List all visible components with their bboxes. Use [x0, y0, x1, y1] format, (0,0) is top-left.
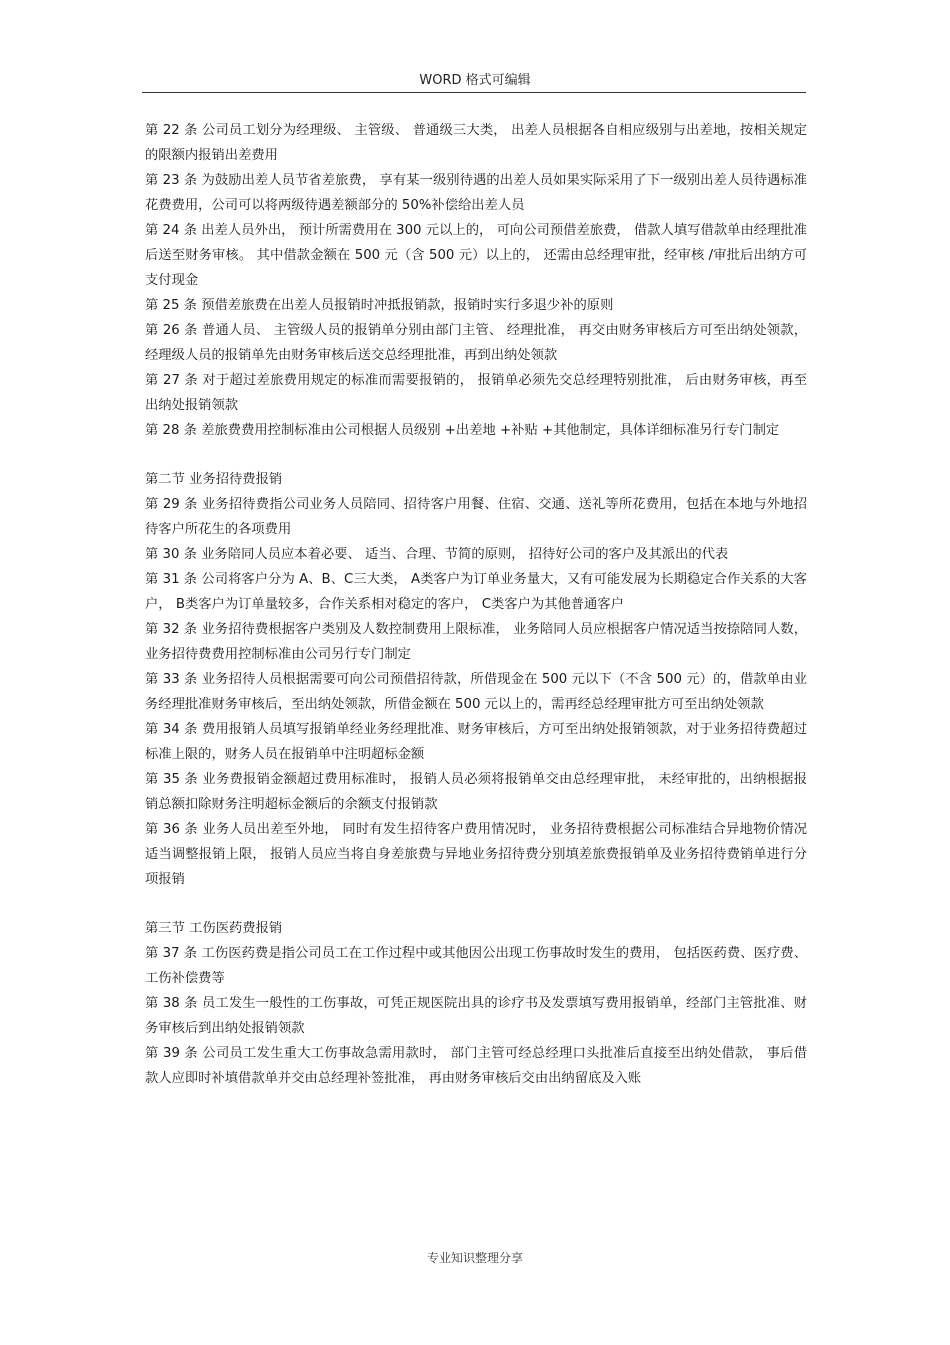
article-paragraph: 第 28 条 差旅费费用控制标准由公司根据人员级别 +出差地 +补贴 +其他制定，具体详细标准另行专门制定	[145, 423, 780, 438]
section-heading: 第三节 工伤医药费报销	[145, 921, 283, 936]
article-paragraph: 第 33 条 业务招待人员根据需要可向公司预借招待款，所借现金在 500 元以下（不含 500 元）的，借款单由业务经理批准财务审核后，至出纳处领款，所借金额在 500 元以上的，需再经总经理审批方可至出纳处领款	[145, 672, 807, 712]
article-paragraph: 第 23 条 为鼓励出差人员节省差旅费， 享有某一级别待遇的出差人员如果实际采用了下一级别出差人员待遇标准花费费用，公司可以将两级待遇差额部分的 50%补偿给出差人员	[145, 173, 807, 213]
article-paragraph: 第 31 条 公司将客户分为 A、B、C三大类， A类客户为订单业务量大，又有可能发展为长期稳定合作关系的大客户， B类客户为订单量较多，合作关系相对稳定的客户， C类客户为其他普通客户	[145, 572, 807, 612]
article-paragraph: 第 36 条 业务人员出差至外地， 同时有发生招待客户费用情况时， 业务招待费根据公司标准结合异地物价情况适当调整报销上限， 报销人员应当将自身差旅费与异地业务招待费分别填差旅费报销单及业务招待费销单进行分项报销	[145, 822, 807, 887]
article-paragraph: 第 27 条 对于超过差旅费用规定的标准而需要报销的， 报销单必须先交总经理特别批准， 后由财务审核，再至出纳处报销领款	[145, 373, 807, 413]
article-paragraph: 第 39 条 公司员工发生重大工伤事故急需用款时， 部门主管可经总经理口头批准后直接至出纳处借款， 事后借款人应即时补填借款单并交由总经理补签批准， 再由财务审核后交由出纳留底及入账	[145, 1046, 807, 1086]
section-spacer	[145, 892, 807, 916]
article-paragraph: 第 22 条 公司员工划分为经理级、 主管级、 普通级三大类， 出差人员根据各自相应级别与出差地，按相关规定的限额内报销出差费用	[145, 123, 807, 163]
article-paragraph: 第 26 条 普通人员、 主管级人员的报销单分别由部门主管、 经理批准， 再交由财务审核后方可至出纳处领款，经理级人员的报销单先由财务审核后送交总经理批准，再到出纳处领款	[145, 323, 807, 363]
section-heading: 第二节 业务招待费报销	[145, 472, 283, 487]
article-paragraph: 第 37 条 工伤医药费是指公司员工在工作过程中或其他因公出现工伤事故时发生的费用， 包括医药费、医疗费、工伤补偿费等	[145, 946, 807, 986]
article-paragraph: 第 38 条 员工发生一般性的工伤事故，可凭正规医院出具的诊疗书及发票填写费用报销单，经部门主管批准、财务审核后到出纳处报销领款	[145, 996, 807, 1036]
article-paragraph: 第 32 条 业务招待费根据客户类别及人数控制费用上限标准， 业务陪同人员应根据客户情况适当按捺陪同人数，业务招待费费用控制标准由公司另行专门制定	[145, 622, 807, 662]
article-paragraph: 第 34 条 费用报销人员填写报销单经业务经理批准、财务审核后，方可至出纳处报销领款，对于业务招待费超过标准上限的，财务人员在报销单中注明超标金额	[145, 722, 807, 762]
article-paragraph: 第 29 条 业务招待费指公司业务人员陪同、招待客户用餐、住宿、交通、送礼等所花费用，包括在本地与外地招待客户所花生的各项费用	[145, 497, 807, 537]
section-spacer	[145, 443, 807, 467]
page-footer: 专业知识整理分享	[426, 1251, 523, 1265]
header-divider	[142, 92, 806, 93]
page-header-title: WORD 格式可编辑	[419, 73, 531, 88]
article-paragraph: 第 25 条 预借差旅费在出差人员报销时冲抵报销款，报销时实行多退少补的原则	[145, 298, 614, 313]
article-paragraph: 第 35 条 业务费报销金额超过费用标准时， 报销人员必须将报销单交由总经理审批， 未经审批的，出纳根据报销总额扣除财务注明超标金额后的余额支付报销款	[145, 772, 807, 812]
article-paragraph: 第 30 条 业务陪同人员应本着必要、 适当、合理、节简的原则， 招待好公司的客户及其派出的代表	[145, 547, 729, 562]
article-paragraph: 第 24 条 出差人员外出， 预计所需费用在 300 元以上的， 可向公司预借差旅费， 借款人填写借款单由经理批准后送至财务审核。 其中借款金额在 500 元（含 500 元）以上的， 还需由总经理审批，经审核 /审批后出纳方可支付现金	[145, 223, 807, 288]
document-body	[145, 118, 807, 1091]
